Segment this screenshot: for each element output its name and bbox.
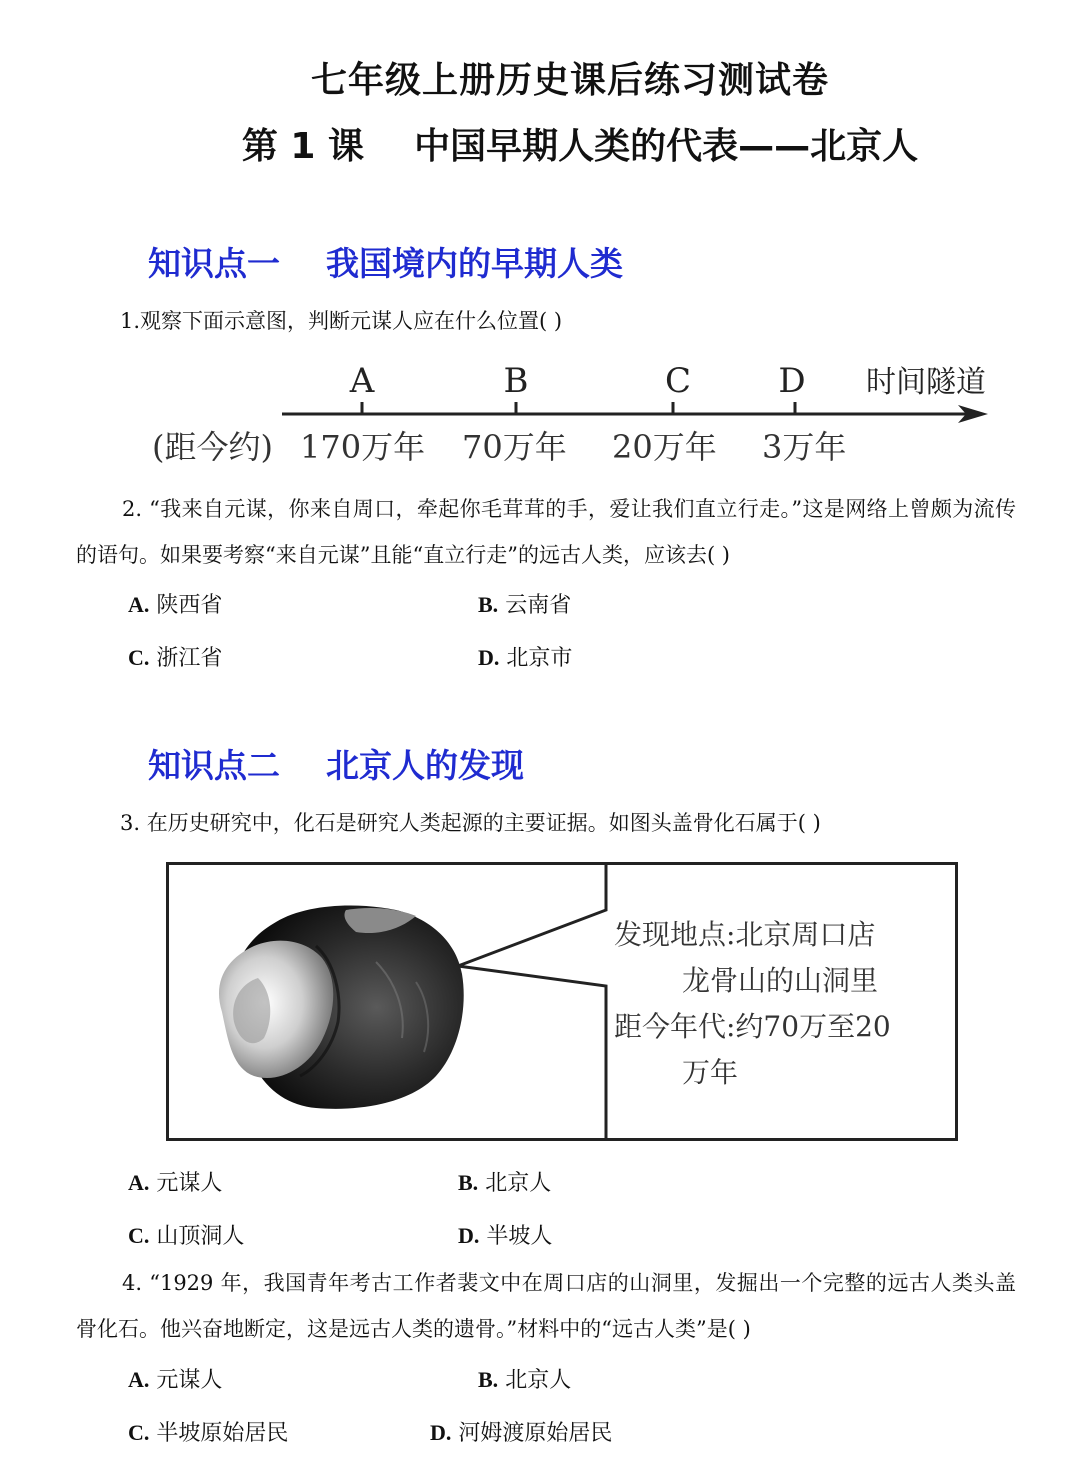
callout-line-2: 龙骨山的山洞里 xyxy=(682,964,879,997)
q3-option-d: D. 半坡人 xyxy=(458,1223,553,1249)
timeline-prefix: (距今约) xyxy=(152,428,273,466)
callout-line-1: 发现地点:北京周口店 xyxy=(614,918,876,951)
q2-option-a: A. 陕西省 xyxy=(128,592,223,618)
section-heading-2: 知识点二 北京人的发现 xyxy=(148,746,524,785)
timeline-axis-label: 时间隧道 xyxy=(866,365,986,400)
page-title: 七年级上册历史课后练习测试卷 xyxy=(310,60,829,101)
question-3-stem: 3. 在历史研究中，化石是研究人类起源的主要证据。如图头盖骨化石属于( ) xyxy=(120,811,821,835)
q4-option-c: C. 半坡原始居民 xyxy=(128,1420,289,1446)
q4-option-a: A. 元谋人 xyxy=(128,1367,223,1393)
timeline-year-c: 20万年 xyxy=(612,428,717,466)
timeline-diagram xyxy=(150,350,1030,480)
q3-option-c: C. 山顶洞人 xyxy=(128,1223,245,1249)
timeline-year-d: 3万年 xyxy=(762,428,847,466)
q3-option-b: B. 北京人 xyxy=(458,1170,552,1196)
section-heading-1: 知识点一 我国境内的早期人类 xyxy=(148,244,623,283)
q2-option-c: C. 浙江省 xyxy=(128,645,223,671)
q2-option-d: D. 北京市 xyxy=(478,645,573,671)
callout-line-4: 万年 xyxy=(682,1056,739,1089)
skull-fossil-figure xyxy=(166,862,958,1142)
q2-option-b: B. 云南省 xyxy=(478,592,572,618)
question-4-stem: 4. “1929 年，我国青年考古工作者裴文中在周口店的山洞里，发掘出一个完整的远古人类头盖骨化石。他兴奋地断定，这是远古人类的遗骨。”材料中的“远古人类”是( ) xyxy=(76,1271,1017,1341)
q3-option-a: A. 元谋人 xyxy=(128,1170,223,1196)
timeline-point-a: A xyxy=(349,361,375,401)
lesson-title: 第 1 课 中国早期人类的代表——北京人 xyxy=(241,126,919,167)
question-2-stem: 2. “我来自元谋，你来自周口，牵起你毛茸茸的手，爱让我们直立行走。”这是网络上曾颇为流传的语句。如果要考察“来自元谋”且能“直立行走”的远古人类，应该去( ) xyxy=(76,497,1016,567)
callout-line-3: 距今年代:约70万至20 xyxy=(614,1010,891,1043)
q4-option-d: D. 河姆渡原始居民 xyxy=(430,1420,613,1446)
question-1-stem: 1.观察下面示意图，判断元谋人应在什么位置( ) xyxy=(120,309,563,333)
q4-option-b: B. 北京人 xyxy=(478,1367,572,1393)
timeline-year-a: 170万年 xyxy=(300,428,426,466)
timeline-year-b: 70万年 xyxy=(462,428,567,466)
timeline-point-c: C xyxy=(664,361,692,401)
timeline-point-b: B xyxy=(503,361,529,401)
timeline-point-d: D xyxy=(778,361,806,401)
